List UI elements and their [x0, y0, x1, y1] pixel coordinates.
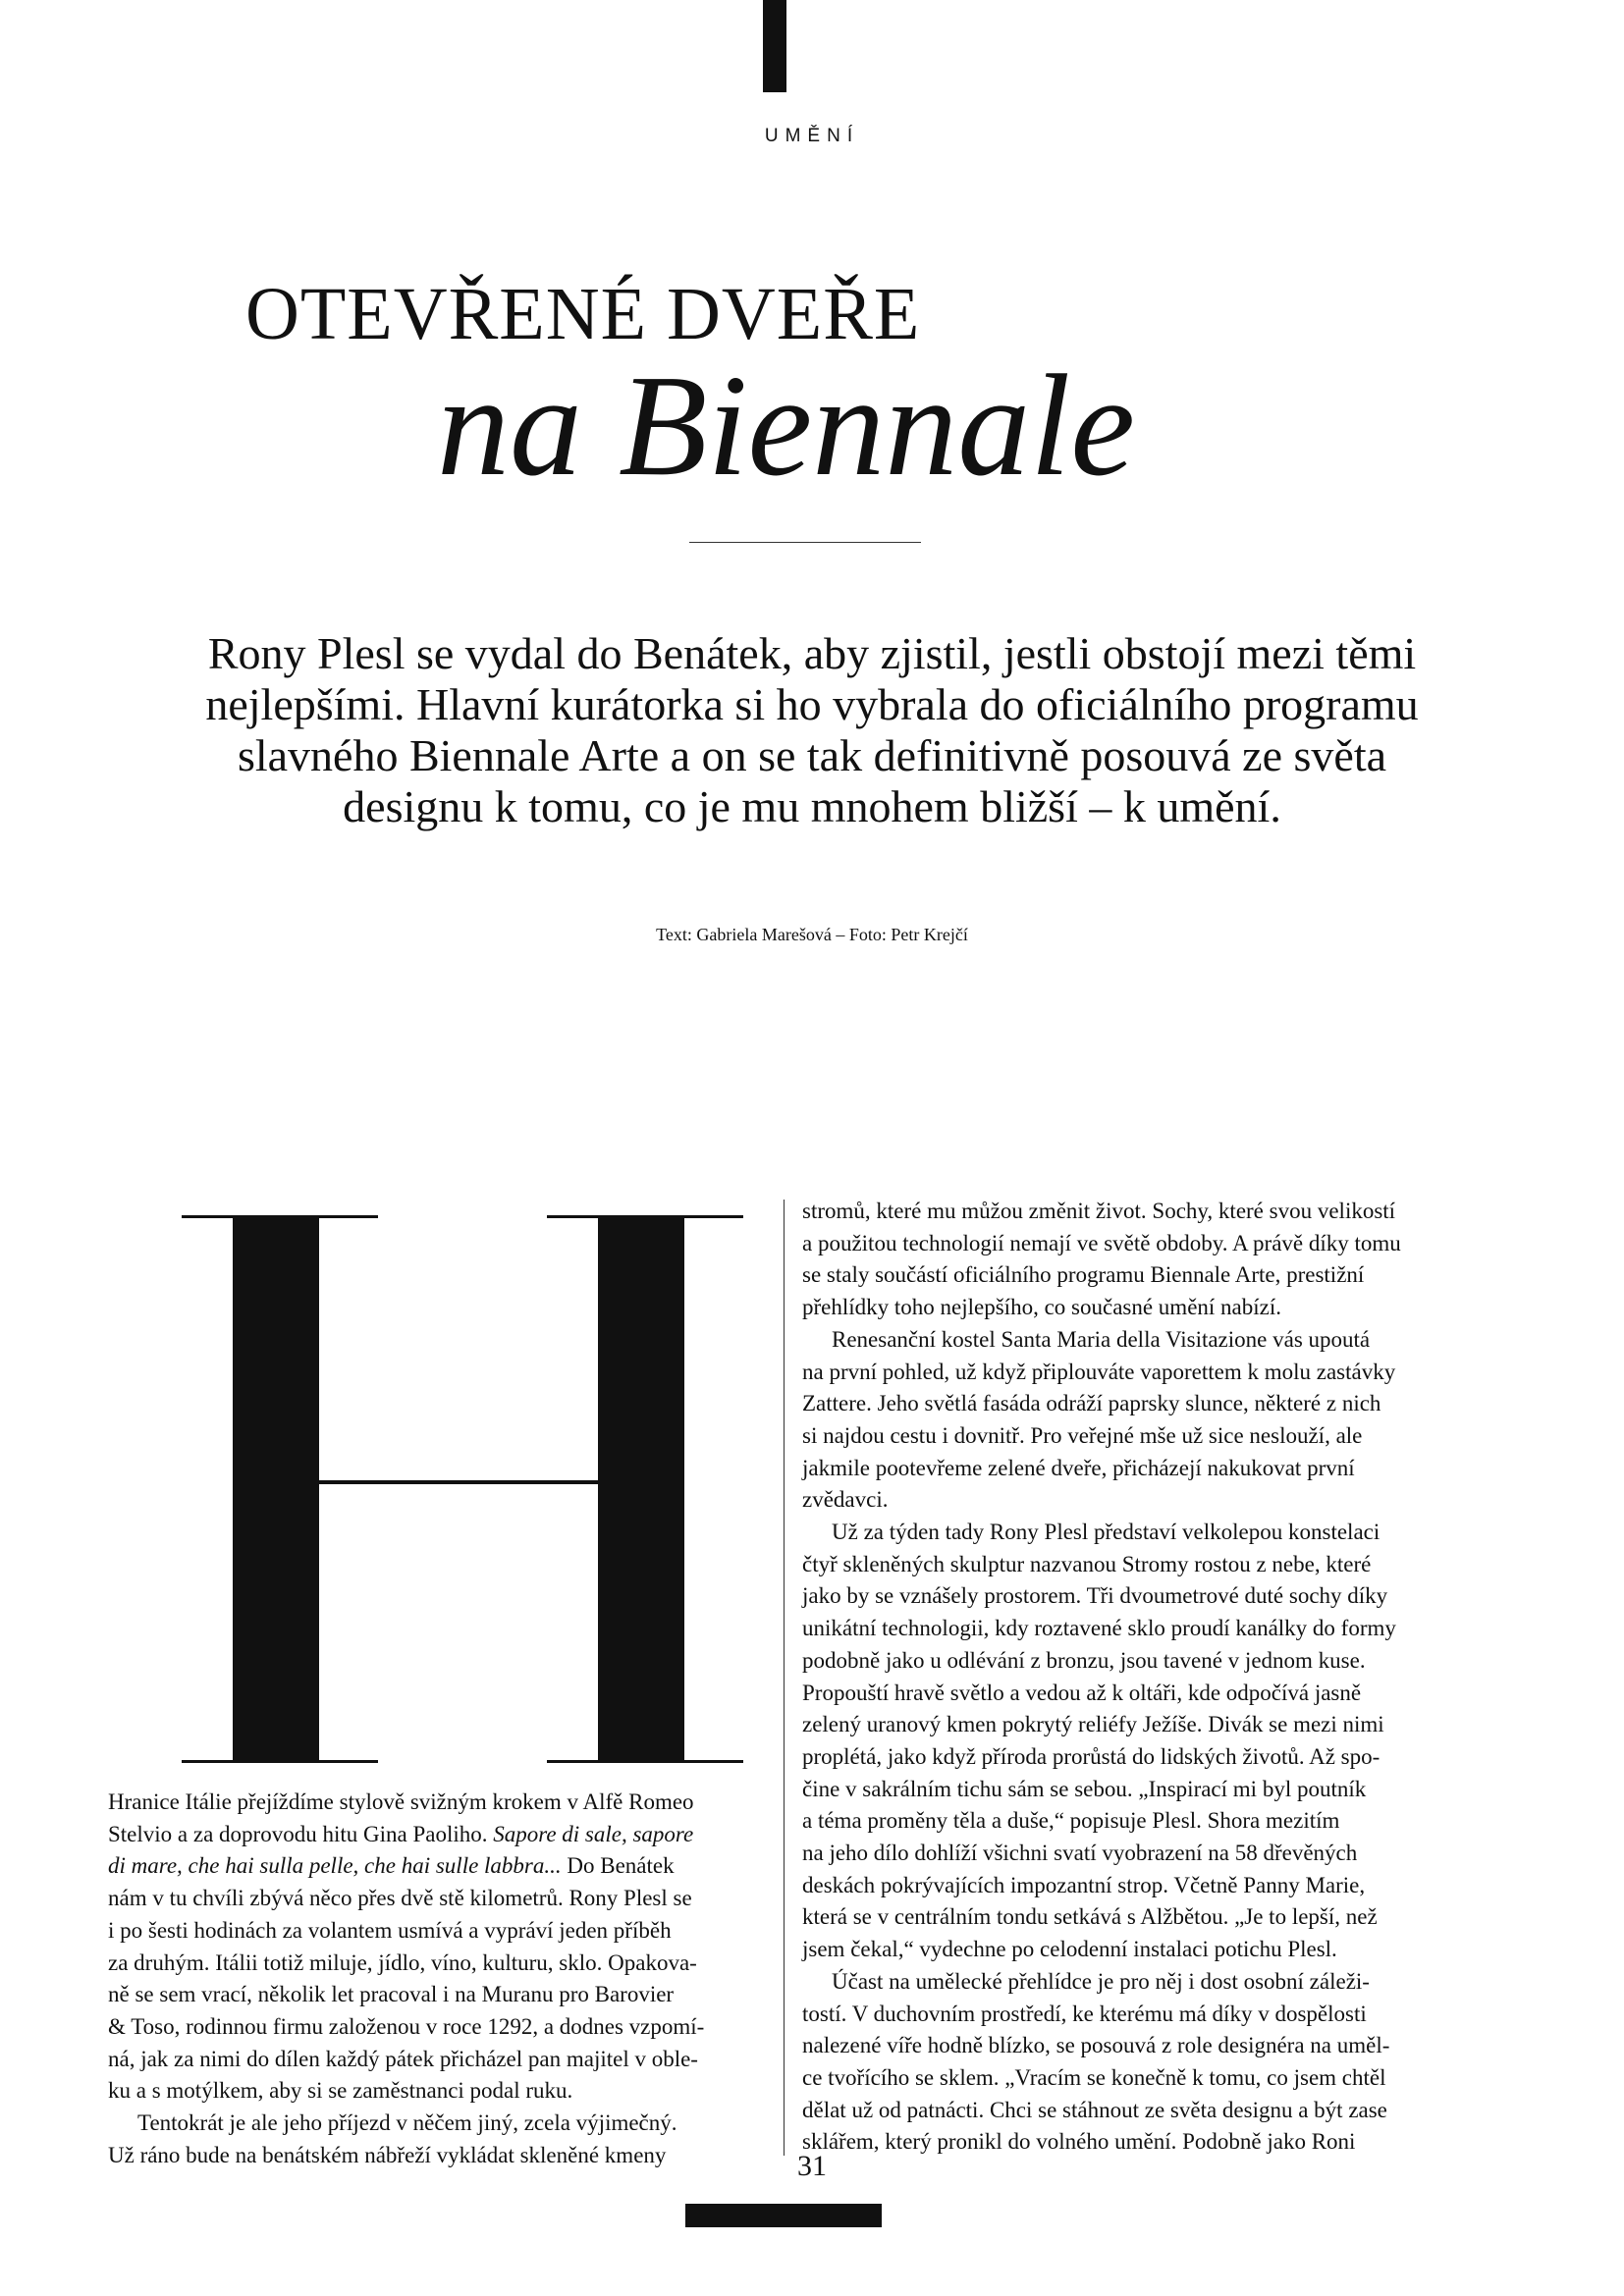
body-line: zvědavci. — [802, 1487, 889, 1513]
body-line: stromů, které mu můžou změnit život. Sochy, které svou velikostí — [802, 1199, 1396, 1223]
body-column-right — [802, 1196, 1470, 2159]
article-title-line1: OTEVŘENÉ DVEŘE — [245, 273, 921, 355]
lead-line: designu k tomu, co je mu mnohem bližší – k umění. — [343, 781, 1281, 831]
body-line: čtyř skleněných skulptur nazvanou Stromy rostou z nebe, které — [802, 1551, 1372, 1576]
top-decorative-bar — [763, 0, 786, 92]
body-line: Už za týden tady Rony Plesl představí velkolepou konstelaci — [832, 1520, 1380, 1545]
body-line: a použitou technologií nemají ve světě obdoby. A právě díky tomu — [802, 1230, 1401, 1255]
body-line: Účast na umělecké přehlídce je pro něj i dost osobní záleži- — [832, 1968, 1370, 1994]
dropcap-stem-right — [598, 1215, 684, 1763]
body-line: na první pohled, už když připlouváte vaporettem k molu zastávky — [802, 1359, 1396, 1384]
quote-italic: Sapore di sale, sapore — [493, 1821, 694, 1846]
body-line: se staly součástí oficiálního programu Biennale Arte, prestižní — [802, 1262, 1365, 1288]
body-line: unikátní technologii, kdy roztavené sklo proudí kanálky do formy — [802, 1616, 1396, 1641]
body-line: čine v sakrálním tichu sám se sebou. „Inspirací mi byl poutník — [802, 1776, 1367, 1801]
body-line: dělat už od patnácti. Chci se stáhnout ze světa designu a být zase — [802, 2097, 1387, 2122]
lead-paragraph — [128, 628, 1496, 832]
body-line: jako by se vznášely prostorem. Tři dvoumetrové duté sochy díky — [802, 1583, 1388, 1609]
body-line: Hranice Itálie přejíždíme stylově svižným krokem v Alfě Romeo — [108, 1789, 694, 1814]
dropcap-crossbar — [319, 1480, 598, 1484]
body-line: Renesanční kostel Santa Maria della Visitazione vás upoutá — [832, 1326, 1371, 1352]
title-divider — [689, 542, 921, 543]
body-line: na jeho dílo dohlíží všichni svatí vyobrazení na 58 dřevěných — [802, 1841, 1358, 1866]
body-line: nalezené víře hodně blízko, se posouvá z role designéra na uměl- — [802, 2033, 1390, 2058]
body-line: sklářem, který pronikl do volného umění. Podobně jako Roni — [802, 2129, 1356, 2155]
body-line: jsem čekal,“ vydechne po celodenní instalaci potichu Plesl. — [802, 1937, 1337, 1962]
body-line — [108, 1819, 764, 1851]
body-line: Tentokrát je ale jeho příjezd v něčem jiný, zcela výjimečný. — [137, 2110, 677, 2136]
lead-line: nejlepšími. Hlavní kurátorka si ho vybrala do oficiálního programu — [205, 679, 1419, 729]
body-line: Propouští hravě světlo a vedou až k oltáři, kde odpočívá jasně — [802, 1680, 1362, 1705]
lead-line: slavného Biennale Arte a on se tak definitivně posouvá ze světa — [237, 730, 1387, 780]
bottom-decorative-bar — [685, 2204, 882, 2227]
body-line: tostí. V duchovním prostředí, ke kterému má díky v dospělosti — [802, 2001, 1367, 2026]
dropcap-serif-bottom-left — [182, 1760, 378, 1763]
body-line: podobně jako u odlévání z bronzu, jsou tavené v jednom kuse. — [802, 1647, 1366, 1673]
body-line: ná, jak za nimi do dílen každý pátek přicházel pan majitel v oble- — [108, 2046, 698, 2071]
lead-line: Rony Plesl se vydal do Benátek, aby zjistil, jestli obstojí mezi těmi — [207, 628, 1417, 678]
column-divider — [784, 1200, 785, 2156]
body-line: ně se sem vrací, několik let pracoval i na Muranu pro Barovier — [108, 1982, 675, 2007]
dropcap-stem-left — [233, 1215, 319, 1763]
body-line-part: Stelvio a za doprovodu hitu Gina Paoliho. — [108, 1821, 488, 1846]
body-line-part: Do Benátek — [567, 1853, 675, 1879]
body-line: & Toso, rodinnou firmu založenou v roce 1292, a dodnes vzpomí- — [108, 2013, 705, 2039]
body-line: ce tvořícího se sklem. „Vracím se konečně k tomu, co jsem chtěl — [802, 2064, 1386, 2090]
quote-italic: di mare, che hai sulla pelle, che hai sulle labbra... — [108, 1853, 562, 1879]
body-line: Už ráno bude na benátském nábřeží vykládat skleněné kmeny — [108, 2142, 667, 2167]
body-line: a téma proměny těla a duše,“ popisuje Plesl. Shora mezitím — [802, 1808, 1340, 1834]
page-number: 31 — [797, 2150, 827, 2182]
body-line: za druhým. Itálii totiž miluje, jídlo, víno, kulturu, sklo. Opakova- — [108, 1949, 697, 1975]
body-line: která se v centrálním tondu setkává s Alžbětou. „Je to lepší, než — [802, 1904, 1378, 1930]
body-line: zelený uranový kmen pokrytý reliéfy Ježíše. Divák se mezi nimi — [802, 1712, 1384, 1737]
body-line: si najdou cestu i dovnitř. Pro veřejné mše už sice neslouží, ale — [802, 1422, 1363, 1448]
body-line — [108, 1850, 764, 1883]
body-column-left — [108, 1787, 764, 2171]
body-line: ku a s motýlkem, aby si se zaměstnanci podal ruku. — [108, 2078, 573, 2104]
body-line: i po šesti hodinách za volantem usmívá a vypráví jeden příběh — [108, 1917, 672, 1943]
body-line: nám v tu chvíli zbývá něco přes dvě stě kilometrů. Rony Plesl se — [108, 1886, 692, 1911]
dropcap-h — [182, 1215, 743, 1763]
body-line: přehlídky toho nejlepšího, co současné umění nabízí. — [802, 1295, 1281, 1320]
body-line: Zattere. Jeho světlá fasáda odráží paprsky slunce, některé z nich — [802, 1391, 1381, 1416]
article-title-line2: na Biennale — [437, 346, 1136, 507]
credits: Text: Gabriela Marešová – Foto: Petr Krejčí — [656, 925, 968, 944]
body-line: jakmile pootevřeme zelené dveře, přicházejí nakukovat první — [802, 1455, 1355, 1480]
section-label: UMĚNÍ — [764, 126, 860, 146]
body-line: deskách pokrývajících impozantní strop. Včetně Panny Marie, — [802, 1872, 1366, 1897]
body-line: proplétá, jako když příroda prorůstá do lidských životů. Až spo- — [802, 1743, 1380, 1769]
dropcap-serif-bottom-right — [547, 1760, 743, 1763]
